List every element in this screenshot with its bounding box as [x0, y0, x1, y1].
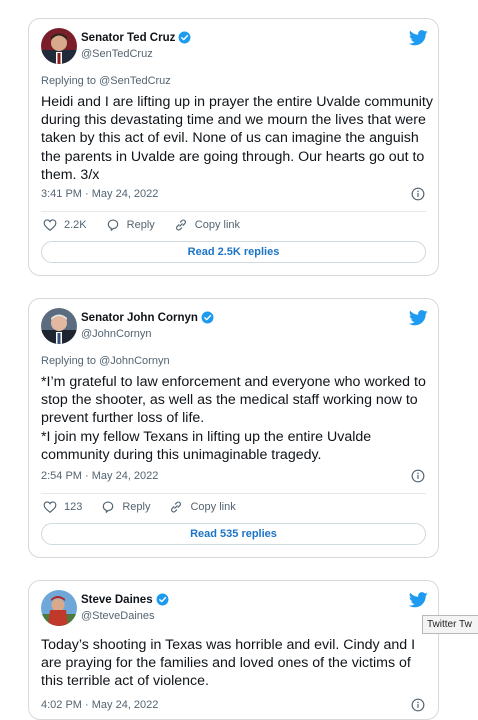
verified-badge-icon [201, 311, 214, 324]
author-handle[interactable]: @SteveDaines [81, 610, 155, 622]
info-icon[interactable] [411, 187, 425, 201]
tweet-timestamp[interactable]: 4:02 PM · May 24, 2022 [41, 699, 159, 711]
avatar[interactable] [41, 590, 77, 626]
author-name[interactable]: Senator John Cornyn [81, 311, 198, 324]
reply-label: Reply [126, 219, 155, 231]
reply-button[interactable] [101, 500, 150, 514]
reply-button[interactable] [106, 218, 155, 232]
twitter-bird-icon[interactable] [409, 592, 428, 608]
avatar[interactable] [41, 28, 77, 64]
author-name[interactable]: Steve Daines [81, 593, 153, 606]
author-handle[interactable]: @JohnCornyn [81, 328, 152, 340]
copy-link-label: Copy link [194, 219, 241, 231]
tweet-card-cornyn [28, 298, 439, 558]
like-button[interactable] [43, 500, 82, 514]
info-icon[interactable] [411, 469, 425, 483]
heart-icon [43, 218, 57, 232]
read-replies-button[interactable]: Read 535 replies [41, 523, 426, 545]
copy-link-button[interactable] [169, 500, 235, 514]
tweet-text: *I’m grateful to law enforcement and everyone who worked to stop the shooter, as well as the medical staff working now to prevent further loss of life. *I join my fellow Texans in lifting up the entire Uvalde community during this unimaginable tragedy. [41, 374, 426, 463]
tweet-timestamp[interactable]: 3:41 PM · May 24, 2022 [41, 188, 159, 200]
tweet-timestamp[interactable]: 2:54 PM · May 24, 2022 [41, 470, 159, 482]
link-icon [174, 218, 188, 232]
author-name[interactable]: Senator Ted Cruz [81, 31, 176, 44]
link-icon [169, 500, 183, 514]
verified-badge-icon [156, 593, 169, 606]
tweet-card-cruz [28, 18, 439, 276]
twitter-bird-icon[interactable] [409, 310, 428, 326]
reply-icon [106, 218, 120, 232]
reply-label: Reply [122, 501, 151, 513]
tooltip: Twitter Tw [422, 615, 478, 634]
like-button[interactable] [43, 218, 87, 232]
author-handle[interactable]: @SenTedCruz [81, 48, 153, 60]
replying-to-label[interactable]: Replying to @SenTedCruz [41, 75, 171, 87]
verified-badge-icon [178, 31, 191, 44]
tweet-card-daines [28, 580, 439, 720]
like-count: 123 [64, 501, 83, 513]
copy-link-button[interactable] [174, 218, 240, 232]
divider [41, 211, 426, 212]
tweet-actions [43, 500, 255, 514]
author-row [81, 311, 214, 324]
heart-icon [43, 500, 57, 514]
divider [41, 493, 426, 494]
tweet-text: Today’s shooting in Texas was horrible and evil. Cindy and I are praying for the families and loved ones of the victims of this terrible act of violence. [41, 637, 416, 690]
reply-icon [101, 500, 115, 514]
info-icon[interactable] [411, 698, 425, 712]
like-count: 2.2K [64, 219, 87, 231]
replying-to-label[interactable]: Replying to @JohnCornyn [41, 355, 170, 367]
author-row [81, 593, 169, 606]
read-replies-button[interactable]: Read 2.5K replies [41, 241, 426, 263]
copy-link-label: Copy link [190, 501, 236, 513]
avatar[interactable] [41, 308, 77, 344]
tweet-text: Heidi and I are lifting up in prayer the entire Uvalde community during this devastating time and we mourn the lives that were taken by this act of evil. None of us can imagine the anguish the parents in Uvalde are going through. Our hearts go out to them. 3/x [41, 94, 433, 183]
author-row [81, 31, 191, 44]
twitter-bird-icon[interactable] [409, 30, 428, 46]
tweet-actions [43, 218, 259, 232]
